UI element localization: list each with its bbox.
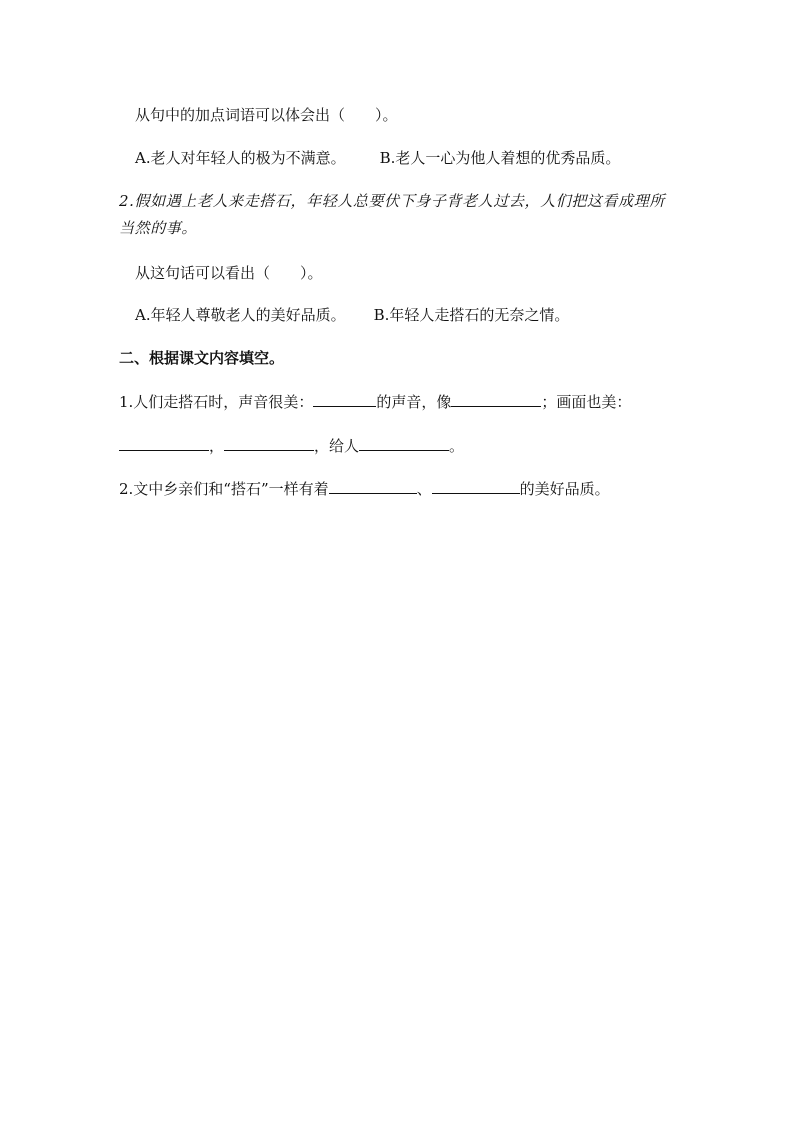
fill-blank[interactable]	[451, 392, 541, 407]
question-2-sentence-line-2: 当然的事。	[119, 219, 198, 237]
question-2-option-a: A.年轻人尊敬老人的美好品质。	[135, 306, 346, 324]
question-1-option-a: A.老人对年轻人的极为不满意。	[135, 149, 346, 167]
fill-blank[interactable]	[329, 479, 417, 494]
fill-question-1-line-2	[119, 436, 464, 456]
fill-1-text-f: 。	[449, 437, 465, 455]
fill-question-1-line-1	[119, 392, 631, 412]
fill-1-text-b: 的声音，像	[376, 393, 452, 411]
question-1-option-b: B.老人一心为他人着想的优秀品质。	[379, 149, 621, 167]
fill-1-text-c: ；画面也美：	[541, 393, 632, 411]
fill-question-2	[119, 479, 610, 499]
fill-2-text-a: 2.文中乡亲们和“搭石”一样有着	[119, 480, 329, 498]
fill-blank[interactable]	[313, 392, 376, 407]
question-1-options	[135, 148, 620, 168]
fill-blank[interactable]	[359, 436, 449, 451]
question-1-prompt: 从句中的加点词语可以体会出（ ）。	[135, 106, 398, 124]
question-2-options	[135, 305, 569, 325]
question-2-sentence-line-1: 2.假如遇上老人来走搭石，年轻人总要伏下身子背老人过去，人们把这看成理所	[119, 192, 665, 210]
fill-1-text-a: 1.人们走搭石时，声音很美：	[119, 393, 314, 411]
fill-2-text-c: 的美好品质。	[519, 480, 610, 498]
fill-1-text-d: ，	[209, 437, 225, 455]
fill-blank[interactable]	[432, 479, 520, 494]
fill-2-text-b: 、	[416, 480, 432, 498]
fill-blank[interactable]	[119, 436, 209, 451]
question-2-prompt: 从这句话可以看出（ ）。	[135, 264, 323, 282]
question-2-option-b: B.年轻人走搭石的无奈之情。	[373, 306, 570, 324]
fill-blank[interactable]	[224, 436, 314, 451]
fill-1-text-e: ，给人	[314, 437, 360, 455]
section-2-title: 二、根据课文内容填空。	[119, 349, 285, 367]
